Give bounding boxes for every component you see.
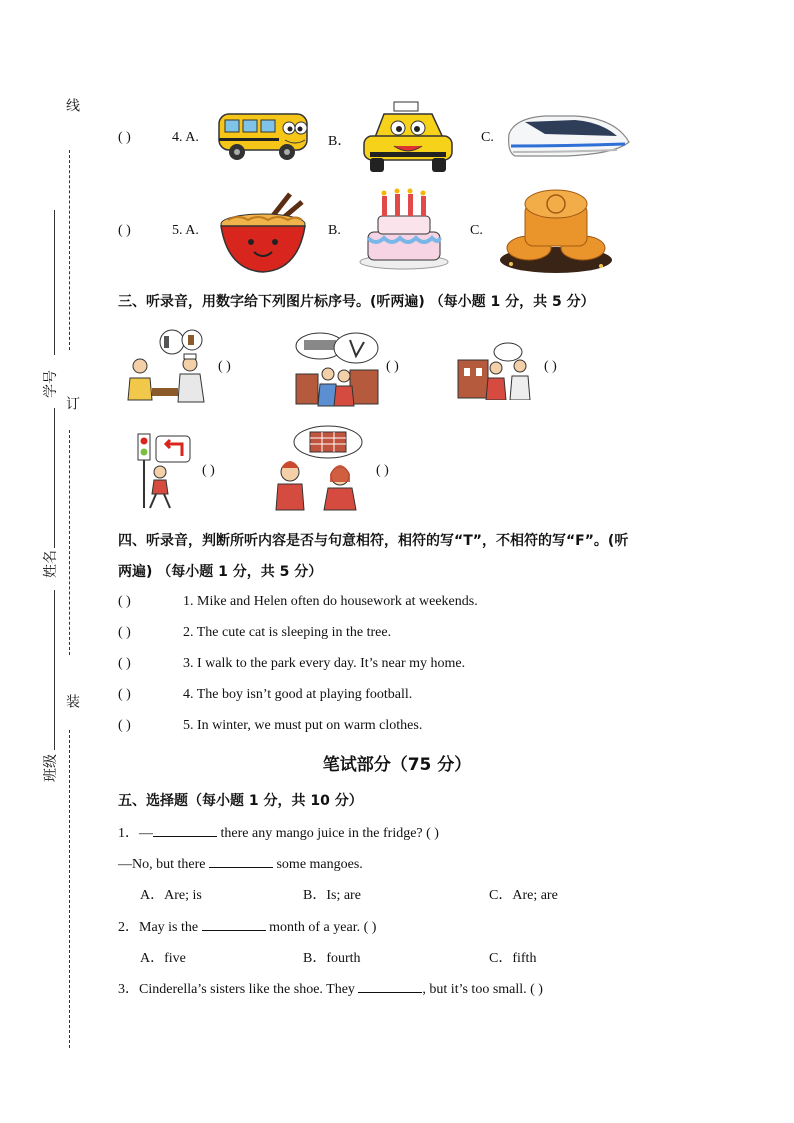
option-c[interactable]: C．fifth xyxy=(489,951,537,966)
option-a[interactable]: A．five xyxy=(140,951,186,966)
answer-paren[interactable]: ( ) xyxy=(218,359,231,374)
statement-text: 2. The cute cat is sleeping in the tree. xyxy=(183,625,392,640)
picture-street-scene xyxy=(292,330,384,408)
written-part-title: 笔试部分（75 分） xyxy=(322,755,472,775)
statement-text: 4. The boy isn’t good at playing football. xyxy=(183,687,413,702)
question-3-suffix: , but it’s too small. ( ) xyxy=(422,982,543,997)
question-3-prefix: 3．Cinderella’s sisters like the shoe. They xyxy=(118,982,359,997)
answer-paren[interactable]: ( ) xyxy=(118,625,131,640)
statement-text: 3. I walk to the park every day. It’s near my home. xyxy=(183,656,466,671)
class-line xyxy=(54,590,55,750)
picture-restaurant-order xyxy=(122,328,210,406)
statement-text: 5. In winter, we must put on warm clothes. xyxy=(183,718,423,733)
question-1-prefix: 1．— xyxy=(118,826,153,841)
high-speed-train-image xyxy=(505,112,631,162)
school-bus-image xyxy=(215,108,315,166)
option-c[interactable]: C．Are; are xyxy=(489,888,558,903)
taxi-image xyxy=(356,100,460,174)
question-number: 4. A. xyxy=(172,130,199,145)
answer-paren[interactable]: ( ) xyxy=(118,687,131,702)
answer-paren[interactable]: ( ) xyxy=(118,656,131,671)
picture-asking-way xyxy=(456,342,536,400)
fill-blank[interactable] xyxy=(209,853,273,868)
question-1-text: there any mango juice in the fridge? ( ) xyxy=(217,826,439,841)
fill-blank[interactable] xyxy=(202,916,266,931)
name-line xyxy=(54,408,55,548)
question-2-suffix: month of a year. ( ) xyxy=(265,920,377,935)
answer-paren[interactable]: ( ) xyxy=(118,594,131,609)
option-a[interactable]: A．Are; is xyxy=(140,888,202,903)
fill-blank[interactable] xyxy=(358,978,422,993)
answer-paren[interactable]: ( ) xyxy=(118,130,131,145)
section-4-title-line2: 两遍) （每小题 1 分，共 5 分） xyxy=(118,564,323,580)
binding-label-xian: 线 xyxy=(64,98,80,112)
noodle-bowl-image xyxy=(218,190,308,274)
birthday-cake-image xyxy=(358,188,450,270)
question-2 xyxy=(118,916,376,936)
question-2-prefix: 2．May is the xyxy=(118,920,202,935)
answer-paren[interactable]: ( ) xyxy=(544,359,557,374)
mooncake-image xyxy=(497,186,615,276)
question-1-line2-prefix: —No, but there xyxy=(118,857,209,872)
student-id-line xyxy=(54,210,55,355)
binding-dash-line xyxy=(69,730,70,1048)
section-3-title: 三、听录音，用数字给下列图片标序号。(听两遍) （每小题 1 分，共 5 分） xyxy=(118,294,595,310)
label-student-id: 学号 xyxy=(43,370,59,398)
option-b-label: B. xyxy=(328,223,341,238)
binding-label-ding: 订 xyxy=(64,396,80,410)
option-c-label: C. xyxy=(481,130,494,145)
binding-dash-line xyxy=(69,150,70,350)
answer-paren[interactable]: ( ) xyxy=(386,359,399,374)
statement-text: 1. Mike and Helen often do housework at weekends. xyxy=(183,594,478,609)
picture-traffic-light-turn xyxy=(128,430,194,510)
label-name: 姓名 xyxy=(43,550,59,578)
question-1 xyxy=(118,822,439,842)
answer-paren[interactable]: ( ) xyxy=(202,463,215,478)
question-number: 5. A. xyxy=(172,223,199,238)
label-class: 班级 xyxy=(43,754,59,782)
question-1-line2-suffix: some mangoes. xyxy=(272,857,363,872)
section-4-title-line1: 四、听录音，判断所听内容是否与句意相符，相符的写“T”，不相符的写“F”。(听 xyxy=(118,533,629,549)
question-1-line2 xyxy=(118,853,363,873)
option-b[interactable]: B．fourth xyxy=(303,951,361,966)
binding-label-zhuang: 装 xyxy=(64,694,80,708)
picture-two-children-talking xyxy=(270,424,366,512)
option-b-label: B． xyxy=(328,134,352,149)
question-3 xyxy=(118,978,543,998)
answer-paren[interactable]: ( ) xyxy=(118,223,131,238)
answer-paren[interactable]: ( ) xyxy=(118,718,131,733)
option-c-label: C. xyxy=(470,223,483,238)
section-5-title: 五、选择题（每小题 1 分，共 10 分） xyxy=(118,793,363,809)
fill-blank[interactable] xyxy=(153,822,217,837)
answer-paren[interactable]: ( ) xyxy=(376,463,389,478)
binding-dash-line xyxy=(69,430,70,655)
option-b[interactable]: B．Is; are xyxy=(303,888,361,903)
